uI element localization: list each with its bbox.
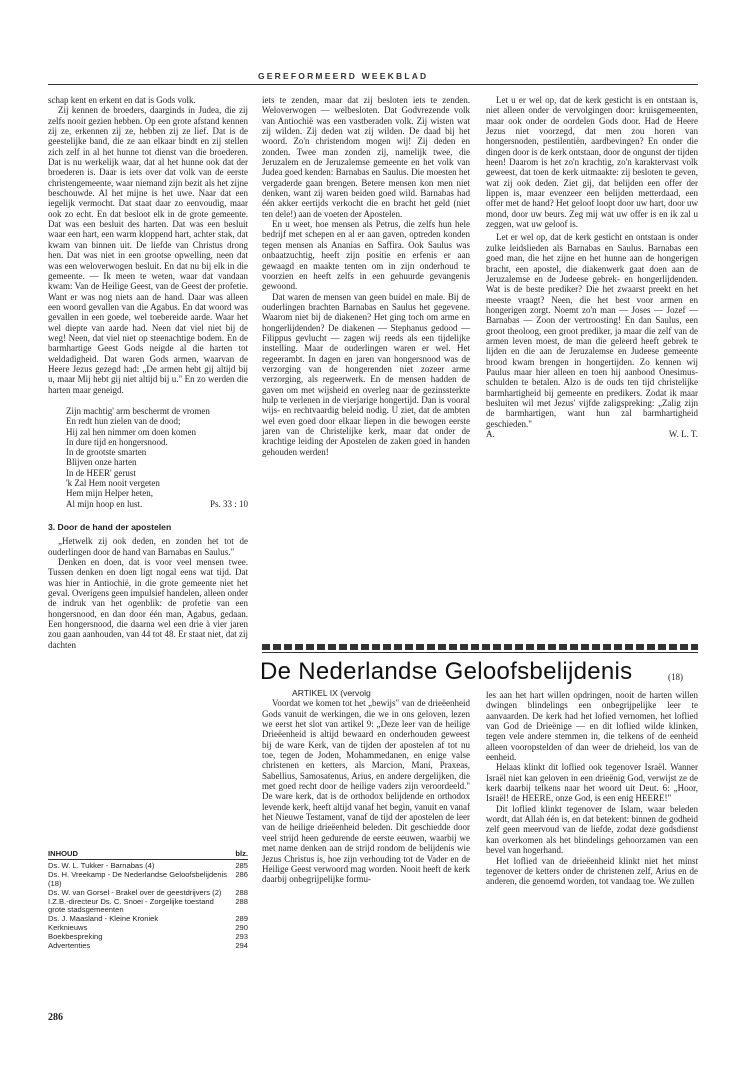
psalm-verse (48, 406, 248, 509)
paragraph: En u weet, hoe mensen als Petrus, die zelfs hun hele bedrijf met schepen en al er aan gaven, optreden konden tegen mensen als Ananias en Saffira. Ook Saulus was onbaatzuchtig, heeft zijn positie en erfenis er aan gewaagd en maakte tenten om in zijn onderhoud te voorzien en heeft zelfs in een gehuurde gevangenis gewoond. (262, 219, 470, 292)
poem-line: Blijven onze harten (66, 457, 137, 468)
divider-line (262, 652, 698, 653)
paragraph: „Hetwelk zij ook deden, en zonden het tot de ouderlingen door de hand van Barnabas en Saulus." (48, 536, 248, 557)
toc-entry: Ds. J. Maasland - Kleine Kroniek 289 (48, 914, 248, 924)
section-heading: 3. Door de hand der apostelen (48, 521, 172, 532)
article-column-right (486, 690, 698, 887)
column-1 (48, 95, 248, 650)
toc-entry: Advertenties 294 (48, 941, 248, 951)
article-column-left (262, 688, 470, 885)
toc-entry: Ds. H. Vreekamp - De Nederlandse Geloofsbelijdenis (18) 286 (48, 869, 248, 888)
paragraph: les aan het hart willen opdringen, nooit de harten willen dwingen blindelings een onbegrijpelijke leer te aanvaarden. De kerk had het lofied vernomen, het loflied van God de Drieënige — en dit loflied wilde klinken, tegen vele andere stemmen in, die telkens of de eenheid alleen vooropstelden of dan weer de drieheid, los van de eenheid. (486, 690, 698, 763)
signature (486, 429, 698, 439)
table-of-contents (48, 850, 248, 951)
decorative-divider (262, 644, 698, 650)
paragraph: Let er wel op, dat de kerk gesticht en ontstaan is onder zulke leidslieden als Barnabas en Saulus. Barnabas een goed man, die het zijne en het hunne aan de hongerigen bracht, een apostel, die diakenwerk gaat doen aan de Jeruzalemse en de Judeese gebrek- en hongerlijdenden. Wat is de beste prediker? Die het zwaarst preekt en het meeste vraagt? Neen, die het best voor armen en hongerigen zorgt. Noemt zo'n man — Joses — Jozef — Barnabas — Zoon der vertroosting! En dan Saulus, een groot theoloog, een groot prediker, ja maar die zelf van de armen leven moest, de man die geleerd heeft gebrek te lijden en die aan de Jeruzalemse en Judeese gemeente brood kwam brengen in hongertijden. Zo kennen wij Paulus maar hier alleen en toen hij aanbood Onesimus- schulden te betalen. Alzo is de ouds ten tijd christelijke barmhartigheid bij gemeente en predikers. Zodat ik maar besluiten wil met Jezus' vijfde zaligspreking: „Zalig zijn de barmhartigen, want hun zal barmhartigheid geschieden." (486, 232, 698, 429)
paragraph: Het loflied van de drieëenheid klinkt niet het minst tegenover de ketters onder de christenen zelf, Arius en de anderen, die genoemd worden, tot vandaag toe. We zullen (486, 855, 698, 887)
article-number: (18) (668, 672, 683, 682)
toc-entry: Kerknieuws 290 (48, 923, 248, 933)
header-rule (48, 84, 698, 85)
poem-line: In dure tijd en hongersnood. (66, 436, 168, 447)
poem-line: Hem mijn Helper heten, (66, 488, 153, 499)
toc-entry: Ds. W. L. Tukker - Barnabas (4) 285 (48, 860, 248, 870)
publication-header: GEREFORMEERD WEEKBLAD (258, 71, 429, 81)
poem-line: Zijn machtig' arm beschermt de vromen (66, 405, 210, 416)
sign-left: A. (486, 429, 495, 439)
article-subtitle: ARTIKEL IX (vervolg (292, 688, 371, 698)
sign-right: W. L. T. (668, 429, 698, 439)
article-title: De Nederlandse Geloofsbelijdenis (260, 658, 633, 685)
toc-title: INHOUD (48, 849, 78, 858)
paragraph: Helaas klinkt dit loflied ook tegenover Israël. Wanner Israël niet kan geloven in een drieënig God, verwijst ze de kerk daarbij telkens naar het woord uit Deut. 6: „Hoor, Israël! de HEERE, onze God, is een enig HEERE!" (486, 762, 698, 804)
paragraph: Dit loflied klinkt tegenover de Islam, waar beleden wordt, dat Allah één is, en dat betekent: binnen de godheid zelf geen meervoud van de liefde, zodat deze godsdienst kan overkomen als het blindelings gehoorzamen van een bevel van hogerhand. (486, 803, 698, 856)
toc-entry: Ds. W. van Gorsel - Brakel over de geestdrijvers (2) 288 (48, 887, 248, 897)
column-2 (262, 95, 470, 457)
poem-line: In de HEER' gerust (66, 467, 136, 478)
poem-line: In de grootste smarten (66, 447, 147, 458)
paragraph: Let u er wel op, dat de kerk gesticht is en ontstaan is, niet alleen onder de vervolgingen door: kruisgemeenten, maar ook onder de oordelen Gods door. Had de Heere Jezus niet voorzegd, dat men zou horen van hongersnoden, pestilentiën, aardbevingen? En onder die dingen door is de kerk ontstaan, door de ongunst der tijden heen! Daarom is het zo'n krachtig, zo'n karaktervast volk geweest, dat toen de kerk uitmaakte: zij besloten te geven, wat zij ook deden. Ziet gij, dat belijden een offer der lippen is, maar evenzeer een belijden metterdaad, een offer met de hand? Het geloof loopt door uw hart, door uw mond, door uw beurs. Zeg mij wat uw offer is en ik zal u zeggen, wat uw geloof is. (486, 95, 698, 230)
psalm-reference: Ps. 33 : 10 (209, 498, 248, 509)
toc-entry: I.Z.B.-directeur Ds. C. Snoei - Zorgelijke toestand grote stadsgemeenten 288 (48, 896, 248, 915)
page-number: 286 (48, 1012, 63, 1023)
poem-line: Al mijn hoop en lust. Ps. 33 : 10 (66, 498, 248, 509)
toc-entry: Boekbespreking 293 (48, 932, 248, 942)
paragraph: Dat waren de mensen van geen buidel en male. Bij de ouderlingen brachten Barnabas en Saulus het gegevene. Waarom niet bij de diakenen? Het ging toch om arme en hongerlijdenden? De diakenen — Stephanus gedood — Filippus gevlucht — zagen wij reeds als een tijdelijke instelling. Maar de ouderlingen waren er wel. Het regeerambt. In dagen en jaren van hongersnood was de verzorging van de hongerenden niet zozeer arme verzorging, als regeerwerk. En de mensen hadden de gaven om met wijsheid en overleg naar de gezinssterkte hulp te verlenen in de vierjarige hongertijd. Dan is vooral wijs- en rechtvaardig beleid nodig. U ziet, dat de ambten wel even goed door elkaar liepen in die bewogen eerste jaren van de Christelijke kerk, maar dat onder de krachtige leiding der Apostelen de zaken goed in handen gehouden werden! (262, 291, 470, 457)
poem-line: Hij zal hen nimmer om doen komen (66, 426, 196, 437)
toc-page-label: blz. (235, 849, 248, 858)
poem-line: 'k Zal Hem nooit vergeten (66, 478, 160, 489)
paragraph: Zij kennen de broeders, daarginds in Judea, die zij zelfs nooit gezien hebben. Op een grote afstand kennen zij ze, erkennen zij ze, hebben zij ze lief. Dat is de geestelijke band, die ze aan elkaar bindt en zij stellen zich zelf in al het hunne tot dienst van die broederen. Dat is nu werkelijk waar, dat al het hunne ook dat der broederen is. Daar is iets over dat volk van de eerste christengemeente, waar niemand zijn bezit als het zijne beschouwde. Al het mijne is het uwe. Naar dat een iegelijk vermocht. Dat staat daar zo eenvoudig, maar ook zo echt. En dat besloot elk in de grote gemeente. Dat was een besluit des harten. Dat was een besluit waar een hart, een warm kloppend hart, achter stak, dat kwam van binnen uit. De liefde van Christus drong hen. Dat was niet in een grootse opwelling, neen dat was een weloverwogen besluit. En dat nu bij elk in die gemeente. — Ik meen te weten, waar dat vandaan kwam: Van de Heilige Geest, van de Geest der profetie. Want er was nog niets aan de hand. Daar was alleen een woord gevallen van die Agabus. En dat woord was gevallen in een goede, wel toebereide aarde. Waar het wel diepte van aarde had. Neen dat viel niet bij de weg! Neen, dat viel niet op steenachtige bodem. En de barmhartige Geest Gods neigde al die harten tot weldadigheid. Dat waren Gods armen, waarvan de Heere Jezus gezegd had: „De armen hebt gij altijd bij u, maar Mij hebt gij niet altijd bij u." En zo werden die harten maar geneigd. (48, 105, 249, 395)
column-3 (486, 95, 698, 439)
poem-line: En redt hun zielen van de dood; (66, 416, 181, 427)
paragraph: Denken en doen, dat is voor veel mensen twee. Tussen denken en doen ligt nogal eens wat tijd. Dat was hier in Antiochië, in die grote gemeente niet het geval. Overigens geen impulsief handelen, alleen onder de indruk van het ogenblik: de profetie van een hongersnood, en dan door één man, Agabus, gedaan. Een hongersnood, die daarna wel een drie à vier jaren zou gaan aanhouden, van 44 tot 48. Er staat niet, dat zij dachten (48, 556, 248, 650)
paragraph: Voordat we komen tot het „bewijs" van de drieëenheid Gods vanuit de werkingen, die we in ons geloven, lezen we eerst het slot van artikel 9: „Deze leer van de heilige Drieëenheid is altijd bewaard en onderhouden geweest bij de ware Kerk, van de tijden der apostelen af tot nu toe, tegen de Joden, Mohammedanen, en enige valse christenen en ketters, als Marcion, Mani, Praxeas, Sabellius, Samosatenus, Arius, en andere dergelijken, die met goed recht door de heilige vaders zijn veroordeeld." De ware kerk, dat is de orthodox belijdende en orthodox levende kerk, heeft altijd vanaf het begin, vanuit en vanaf het Nieuwe Testament, vanaf de tijd der apostelen de leer van de heilige drieëenheid beleden. Dit geschiedde door veel strijd heen gedurende de eerste eeuwen, waarbij we met name denken aan de strijd rondom de belijdenis wie Jezus Christus is, hoe zijn verhouding tot de Vader en de Heilige Geest verwoord mag worden. Nooit heeft de kerk daarbij onbegrijpelijke formu- (262, 698, 470, 885)
paragraph: schap kent en erkent en dat is Gods volk. (48, 95, 196, 105)
paragraph: iets te zenden, maar dat zij besloten iets te zenden. Weloverwogen — welbesloten. Dat Godvrezende volk van Antiochië was een vastberaden volk. Zij wisten wat zij wilden. Zij deden wat zij wilden. De daad bij het woord. Zo'n christendom mogen wij! Zij deden en zonden. Twee man zonden zij, namelijk twee, die Jeruzalem en de Jeruzalemse gemeente en het volk van Judea goed kenden: Barnabas en Saulus. Die moesten het vergaderde gaan brengen. Betere mensen kon men niet denken, want zij waren beiden goed wild. Barnabas had één akker eertijds verkocht die en bracht het geld (niet ten dele!) aan de voeten der Apostelen. (262, 95, 470, 219)
